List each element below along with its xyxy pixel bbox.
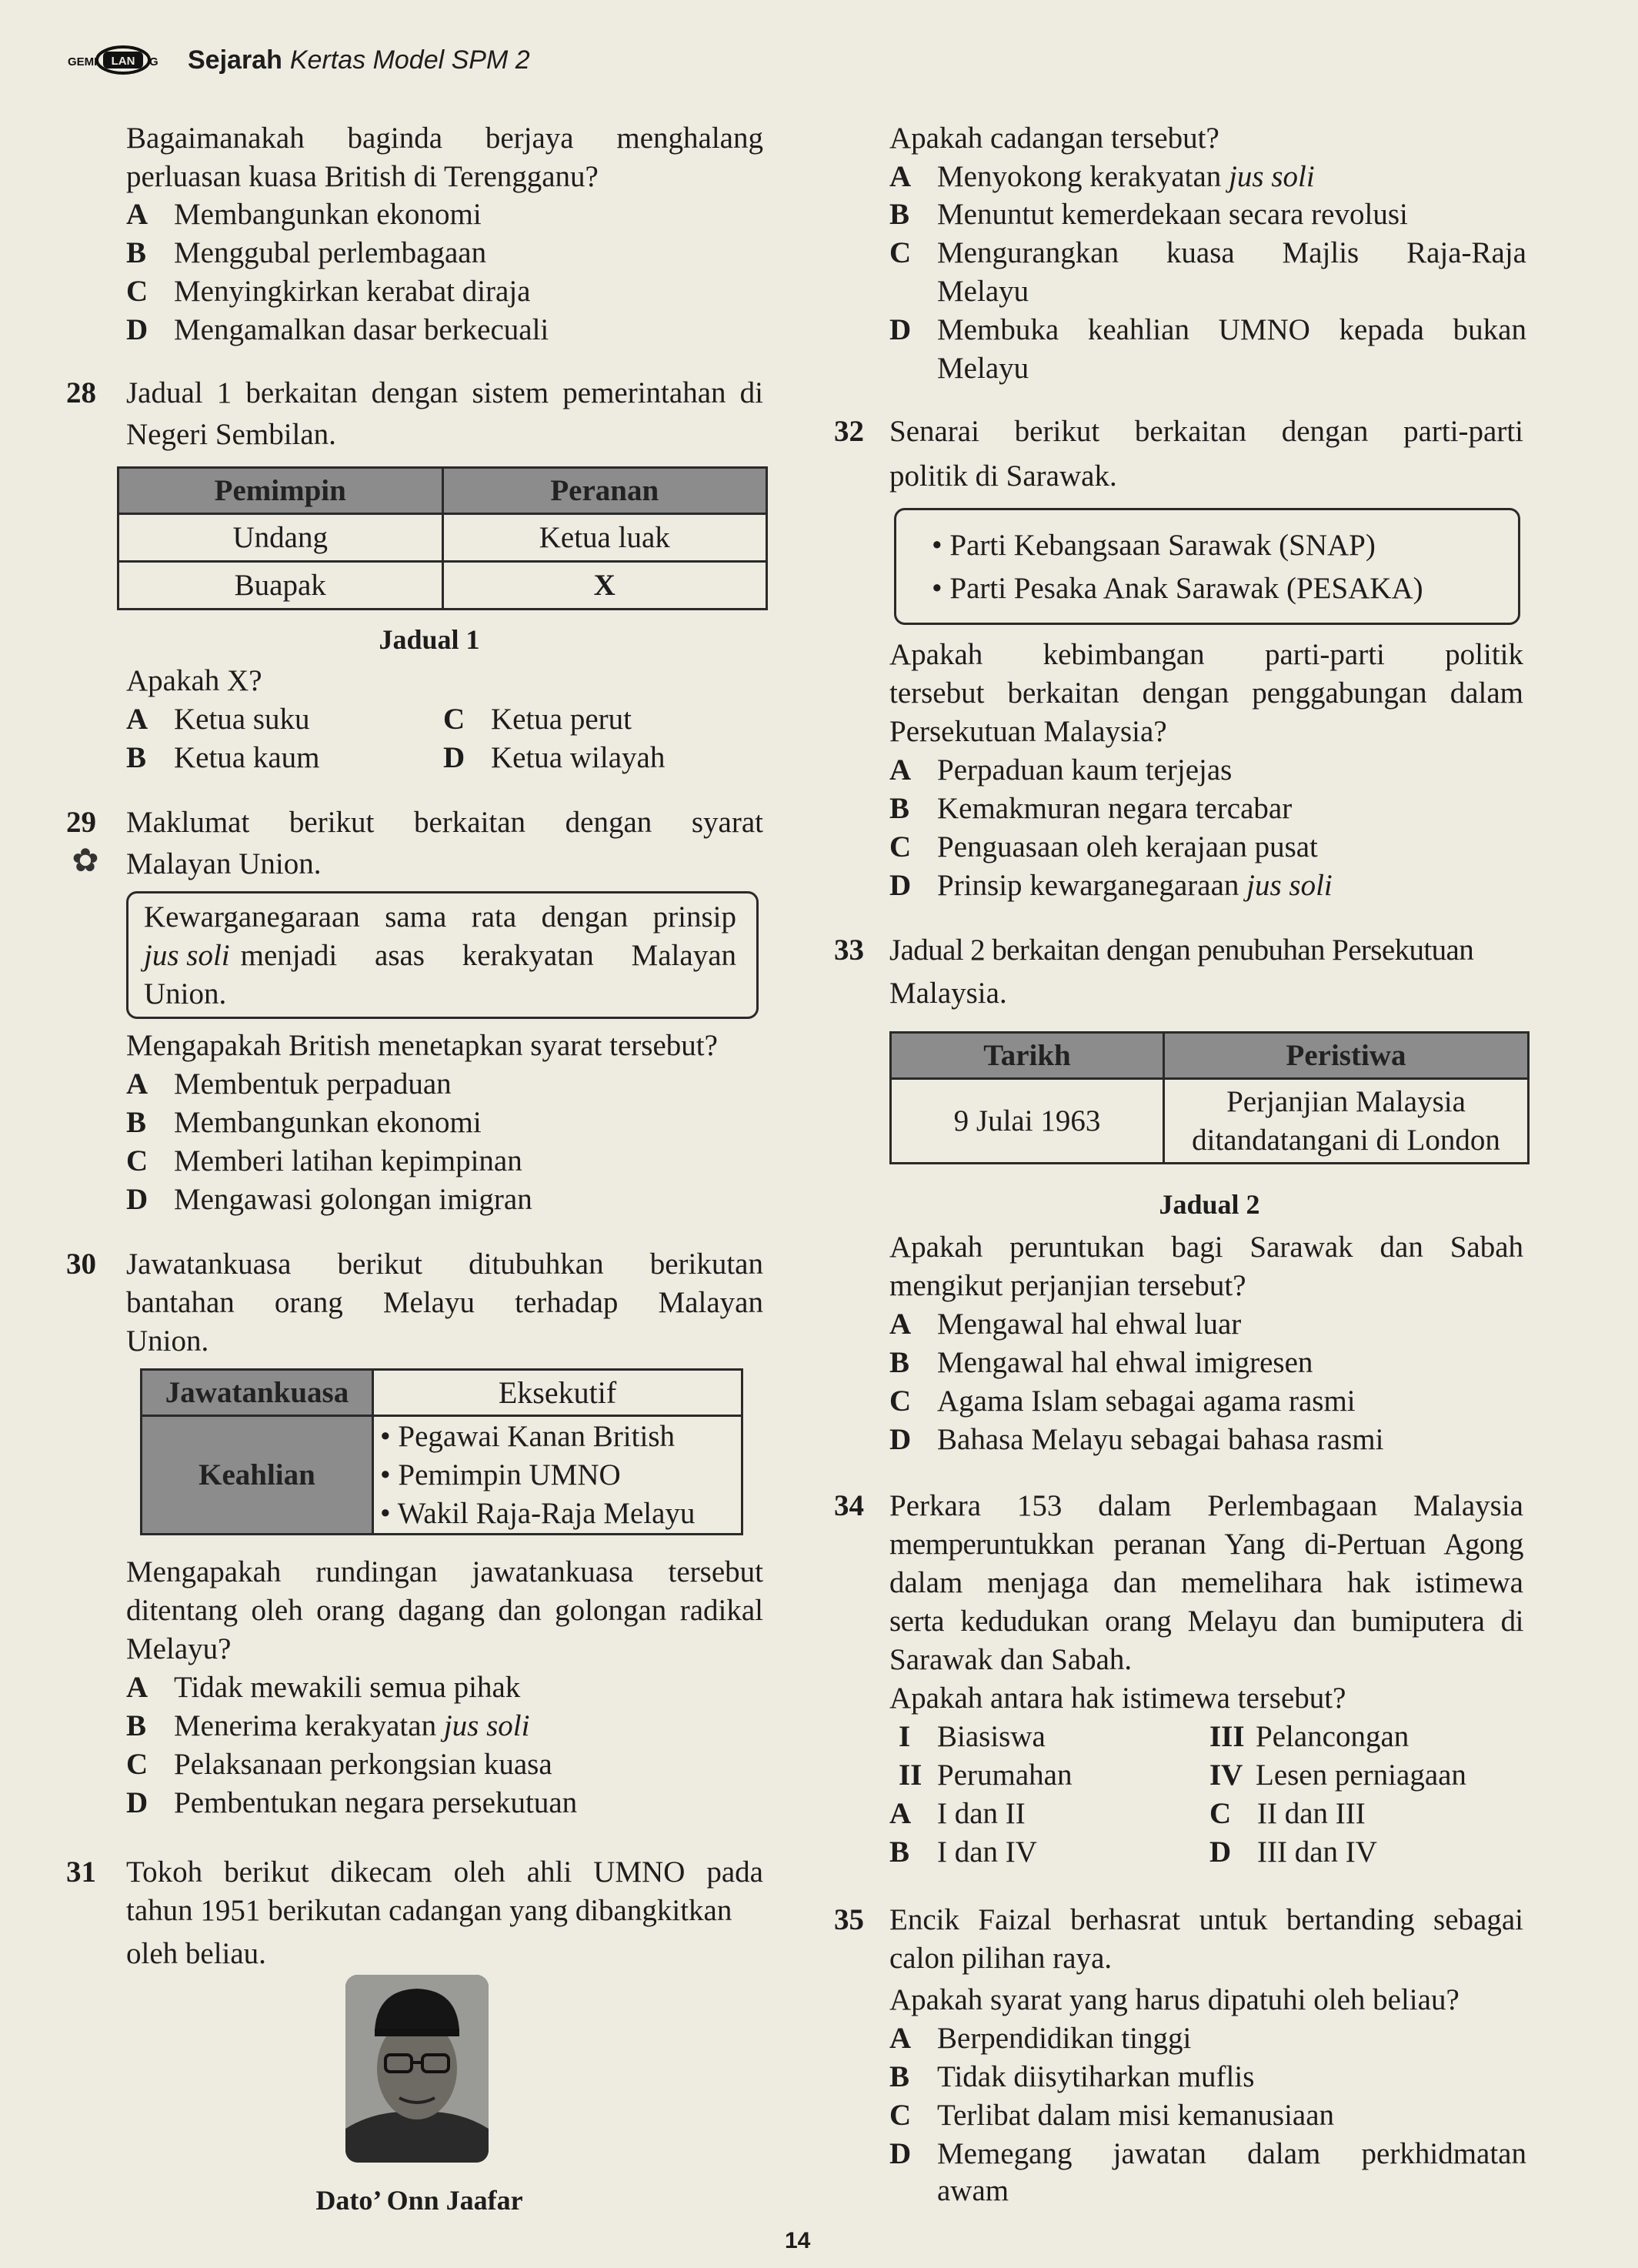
question-prompt-line: Persekutuan Malaysia?: [889, 715, 1167, 748]
question-stem-line: tahun 1951 berikutan cadangan yang dibangkitkan: [126, 1894, 732, 1927]
option-d[interactable]: D Mengawasi golongan imigran: [126, 1183, 532, 1216]
question-prompt-line: Mengapakah rundingan jawatankuasa tersebut: [126, 1555, 763, 1588]
table-header: Peranan: [442, 468, 767, 514]
question-prompt: Apakah antara hak istimewa tersebut?: [889, 1682, 1346, 1715]
header-paper-title: Kertas Model SPM 2: [289, 45, 530, 75]
option-c[interactable]: C Memberi latihan kepimpinan: [126, 1144, 522, 1177]
option-a[interactable]: A Perpaduan kaum terjejas: [889, 753, 1233, 787]
question-stem-line: Sarawak dan Sabah.: [889, 1643, 1133, 1676]
table-caption: Jadual 2: [1159, 1189, 1260, 1220]
question-stem-line: oleh beliau.: [126, 1937, 266, 1970]
svg-text:GEMI: GEMI: [68, 55, 98, 68]
question-prompt-line: Apakah kebimbangan parti-parti politik: [889, 638, 1523, 671]
question-stem-line: Union.: [126, 1324, 209, 1358]
table-cell-members: [373, 1416, 742, 1535]
option-b[interactable]: B Menuntut kemerdekaan secara revolusi: [889, 198, 1408, 231]
question-stem-line: Encik Faizal berhasrat untuk bertanding sebagai: [889, 1903, 1523, 1936]
question-stem-line: Maklumat berikut berkaitan dengan syarat: [126, 806, 763, 839]
question-stem-line: bantahan orang Melayu terhadap Malayan: [126, 1286, 763, 1319]
option-continuation: Melayu: [937, 352, 1029, 385]
question-prompt: Apakah syarat yang harus dipatuhi oleh beliau?: [889, 1983, 1460, 2016]
question-stem-line: Tokoh berikut dikecam oleh ahli UMNO pada: [126, 1855, 763, 1889]
page-number: 14: [785, 2228, 811, 2253]
option-d[interactable]: D Prinsip kewarganegaraan jus soli: [889, 869, 1333, 902]
question-stem-line: serta kedudukan orang Melayu dan bumiputera di: [889, 1605, 1523, 1638]
question-prompt: Apakah X?: [126, 664, 262, 697]
option-b[interactable]: B Mengawal hal ehwal imigresen: [889, 1346, 1313, 1379]
option-a[interactable]: A Membentuk perpaduan: [126, 1067, 452, 1101]
table-jadual-1: [117, 466, 768, 610]
info-box: [126, 891, 759, 1019]
table-header: Pemimpin: [118, 468, 443, 514]
question-stem-line: perluasan kuasa British di Terengganu?: [126, 160, 599, 193]
option-c[interactable]: C Terlibat dalam misi kemanusiaan: [889, 2099, 1335, 2132]
option-b[interactable]: B Menerima kerakyatan jus soli: [126, 1709, 530, 1742]
question-number: 28: [66, 376, 96, 409]
option-b[interactable]: B Ketua kaum: [126, 741, 320, 774]
question-stem-line: Bagaimanakah baginda berjaya menghalang: [126, 122, 763, 155]
table-jawatankuasa: [140, 1368, 743, 1535]
option-a[interactable]: A Tidak mewakili semua pihak: [126, 1671, 521, 1704]
option-b[interactable]: B Menggubal perlembagaan: [126, 236, 487, 269]
option-a[interactable]: A I dan II: [889, 1797, 1026, 1830]
statement-item: I Biasiswa: [899, 1720, 1046, 1753]
question-stem-line: Jawatankuasa berikut ditubuhkan berikutan: [126, 1248, 763, 1281]
option-c[interactable]: C II dan III: [1209, 1797, 1366, 1830]
table-cell: X: [442, 562, 767, 610]
table-cell: Buapak: [118, 562, 443, 610]
option-c[interactable]: C Agama Islam sebagai agama rasmi: [889, 1385, 1356, 1418]
option-c[interactable]: C Ketua perut: [443, 703, 632, 736]
table-caption: Jadual 1: [379, 624, 480, 655]
question-prompt: Mengapakah British menetapkan syarat tersebut?: [126, 1029, 718, 1062]
table-cell: Ketua luak: [442, 514, 767, 562]
info-box-line: Union.: [144, 977, 227, 1010]
question-stem-line: Negeri Sembilan.: [126, 418, 336, 451]
question-number: 34: [834, 1489, 864, 1522]
option-continuation: Melayu: [937, 275, 1029, 308]
question-stem-line: politik di Sarawak.: [889, 459, 1117, 493]
option-c[interactable]: C Pelaksanaan perkongsian kuasa: [126, 1748, 552, 1781]
svg-text:G: G: [149, 55, 158, 68]
option-d[interactable]: D Membuka keahlian UMNO kepada bukan: [889, 313, 1526, 346]
option-b[interactable]: B I dan IV: [889, 1835, 1037, 1869]
option-b[interactable]: B Membangunkan ekonomi: [126, 1106, 482, 1139]
question-stem-line: dalam menjaga dan memelihara hak istimewa: [889, 1566, 1523, 1599]
question-stem-line: Perkara 153 dalam Perlembagaan Malaysia: [889, 1489, 1523, 1522]
question-stem-line: Malaysia.: [889, 977, 1007, 1010]
gemilang-logo-icon: [66, 45, 180, 75]
info-box-line: jus soli menjadi asas kerakyatan Malayan: [144, 939, 736, 972]
question-prompt-line: mengikut perjanjian tersebut?: [889, 1269, 1246, 1302]
svg-text:LAN: LAN: [111, 55, 135, 68]
question-number: 35: [834, 1903, 864, 1936]
table-header: Jawatankuasa: [142, 1370, 373, 1416]
option-d[interactable]: D Bahasa Melayu sebagai bahasa rasmi: [889, 1423, 1384, 1456]
member-item: • Pemimpin UMNO: [380, 1458, 621, 1491]
question-prompt-line: Apakah peruntukan bagi Sarawak dan Sabah: [889, 1231, 1523, 1264]
table-row-label: Keahlian: [142, 1416, 373, 1535]
question-prompt-line: tersebut berkaitan dengan penggabungan dalam: [889, 676, 1523, 710]
party-list-box: [894, 508, 1520, 625]
question-number: 32: [834, 415, 864, 448]
statement-item: IV Lesen perniagaan: [1209, 1759, 1466, 1792]
statement-item: III Pelancongan: [1209, 1720, 1409, 1753]
table-header: Peristiwa: [1164, 1033, 1529, 1079]
option-a[interactable]: A Ketua suku: [126, 703, 310, 736]
table-cell: Undang: [118, 514, 443, 562]
option-d[interactable]: D Mengamalkan dasar berkecuali: [126, 313, 549, 346]
question-number: 31: [66, 1855, 96, 1889]
option-a[interactable]: A Menyokong kerakyatan jus soli: [889, 160, 1315, 193]
table-jadual-2: [889, 1031, 1530, 1164]
option-a[interactable]: A Berpendidikan tinggi: [889, 2022, 1192, 2055]
hots-flower-icon: ✿: [72, 843, 99, 879]
publisher-logo: [66, 45, 180, 75]
table-header: Tarikh: [891, 1033, 1164, 1079]
option-c[interactable]: C Menyingkirkan kerabat diraja: [126, 275, 531, 308]
question-stem-line: memperuntukkan peranan Yang di-Pertuan Agong: [889, 1528, 1523, 1561]
table-cell: Perjanjian Malaysia ditandatangani di London: [1164, 1079, 1529, 1164]
question-stem-line: Jadual 1 berkaitan dengan sistem pemerintahan di: [126, 376, 763, 409]
option-d[interactable]: D Ketua wilayah: [443, 741, 666, 774]
option-d[interactable]: D III dan IV: [1209, 1835, 1377, 1869]
option-continuation: awam: [937, 2174, 1009, 2207]
option-b[interactable]: B Tidak diisytiharkan muflis: [889, 2060, 1255, 2093]
statement-item: II Perumahan: [899, 1759, 1073, 1792]
page-header: [66, 38, 530, 82]
party-list-item: • Parti Pesaka Anak Sarawak (PESAKA): [932, 572, 1423, 605]
question-number: 33: [834, 934, 864, 967]
question-stem-line: Jadual 2 berkaitan dengan penubuhan Persekutuan: [889, 934, 1474, 967]
table-header: Eksekutif: [373, 1370, 742, 1416]
question-prompt: Apakah cadangan tersebut?: [889, 122, 1219, 155]
question-stem-line: Senarai berikut berkaitan dengan parti-parti: [889, 415, 1523, 448]
option-d[interactable]: D Pembentukan negara persekutuan: [126, 1786, 578, 1819]
question-number: 30: [66, 1248, 96, 1281]
portrait-illustration: [345, 1975, 489, 2163]
question-prompt-line: ditentang oleh orang dagang dan golongan radikal: [126, 1594, 763, 1627]
question-number: 29: [66, 806, 96, 839]
info-box-line: Kewarganegaraan sama rata dengan prinsip: [144, 900, 736, 934]
member-item: • Pegawai Kanan British: [380, 1419, 675, 1453]
table-cell: 9 Julai 1963: [891, 1079, 1164, 1164]
option-a[interactable]: A Membangunkan ekonomi: [126, 198, 482, 231]
party-list-item: • Parti Kebangsaan Sarawak (SNAP): [932, 529, 1376, 562]
question-stem-line: calon pilihan raya.: [889, 1942, 1113, 1975]
question-stem-line: Malayan Union.: [126, 847, 322, 880]
member-item: • Wakil Raja-Raja Melayu: [380, 1496, 696, 1530]
photo-caption: Dato’ Onn Jaafar: [315, 2185, 523, 2216]
option-d[interactable]: D Memegang jawatan dalam perkhidmatan: [889, 2137, 1526, 2170]
portrait-photo: [345, 1975, 489, 2163]
header-subject: Sejarah: [188, 45, 282, 75]
option-c[interactable]: C Penguasaan oleh kerajaan pusat: [889, 830, 1318, 863]
question-prompt-line: Melayu?: [126, 1632, 232, 1665]
option-c[interactable]: C Mengurangkan kuasa Majlis Raja-Raja: [889, 236, 1526, 269]
option-a[interactable]: A Mengawal hal ehwal luar: [889, 1308, 1242, 1341]
option-b[interactable]: B Kemakmuran negara tercabar: [889, 792, 1293, 825]
